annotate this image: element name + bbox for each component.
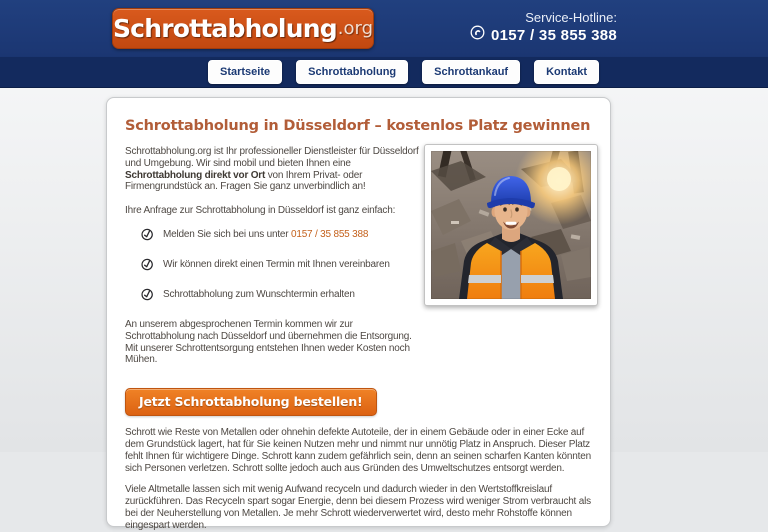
- checklist-item-phone: [141, 229, 421, 246]
- content-card: [106, 97, 611, 531]
- checklist-item-termin: [141, 259, 421, 276]
- checklist-phone-prefix: Melden Sie sich bei uns unter: [163, 228, 291, 240]
- service-hotline: [470, 9, 617, 45]
- checklist-item-wunschtermin: [141, 289, 421, 306]
- intro-paragraph: [125, 146, 421, 193]
- circle-check-icon: [140, 257, 155, 277]
- intro-text-before: Schrottabholung.org ist Ihr professioneller Dienstleister für Düsseldorf und Umgebung. Wir sind mobil und bieten Ihnen eine: [125, 146, 419, 169]
- checklist-item-text: [163, 229, 368, 241]
- checklist: [141, 229, 421, 306]
- circle-check-icon: [140, 227, 155, 247]
- nav-item-schrottabholung[interactable]: Schrottabholung: [296, 60, 408, 84]
- page-background: [0, 88, 768, 531]
- circle-check-icon: [140, 287, 155, 307]
- main-navigation: [0, 57, 768, 88]
- steps-lead-text: Ihre Anfrage zur Schrottabholung in Düsseldorf ist ganz einfach:: [125, 205, 396, 217]
- recycling-info-paragraph: Viele Altmetalle lassen sich mit wenig Aufwand recyceln und dadurch wieder in den Wertstoffkreislauf zurückführen. Das Recyceln spart sogar Energie, denn bei diesem Prozess wird weniger Strom verbraucht als bei der Neuherstellung von Metallen. Je mehr Schrott wiederverwertet wird, desto mehr Rohstoffe können eingespart werden.: [125, 484, 591, 531]
- order-pickup-button[interactable]: Jetzt Schrottabholung bestellen!: [125, 388, 377, 416]
- intro-text-after: von Ihrem Privat- oder Firmengrundstück an. Fragen Sie ganz unverbindlich an!: [125, 169, 366, 193]
- hotline-label: Service-Hotline:: [525, 10, 617, 25]
- logo-brand-text: Schrottabholung: [112, 14, 337, 43]
- page-title: Schrottabholung in Düsseldorf – kostenlos Platz gewinnen: [125, 118, 591, 134]
- hotline-number[interactable]: 0157 / 35 855 388: [490, 27, 617, 44]
- checklist-item-text: Schrottabholung zum Wunschtermin erhalten: [163, 288, 355, 300]
- worker-photo: [424, 144, 598, 306]
- intro-text-bold: Schrottabholung direkt vor Ort: [125, 169, 266, 181]
- phone-icon: [470, 25, 485, 45]
- logo-tld-text: .org: [337, 18, 374, 39]
- nav-item-schrottankauf[interactable]: Schrottankauf: [422, 60, 520, 84]
- site-logo[interactable]: [112, 8, 374, 49]
- site-header: [0, 0, 768, 57]
- checklist-phone-number[interactable]: 0157 / 35 855 388: [290, 228, 369, 240]
- nav-item-startseite[interactable]: Startseite: [208, 60, 282, 84]
- nav-item-kontakt[interactable]: Kontakt: [534, 60, 599, 84]
- checklist-item-text: Wir können direkt einen Termin mit Ihnen vereinbaren: [163, 258, 390, 270]
- appointment-paragraph: An unserem abgesprochenen Termin kommen wir zur Schrottabholung nach Düsseldorf und übernehmen die Entsorgung. Mit unserer Schrottentsorgung entstehen Ihnen weder Kosten noch Mühen.: [125, 318, 412, 366]
- worker-photo-illustration: [431, 151, 591, 299]
- scrap-info-paragraph: Schrott wie Reste von Metallen oder ohnehin defekte Autoteile, der in einem Gebäude oder in einer Ecke auf dem Grundstück lagert, hat für Sie keinen Nutzen mehr und nimmt nur unnötig Platz in Anspruch. Dieser Platz fehlt Ihnen für wichtigere Dinge. Schrott kann zudem gefährlich sein, denn an seinen scharfen Kanten könnten sich Personen verletzen. Schrott sollte jedoch auch aus Gründen des Umweltschutzes entsorgt werden.: [125, 427, 591, 474]
